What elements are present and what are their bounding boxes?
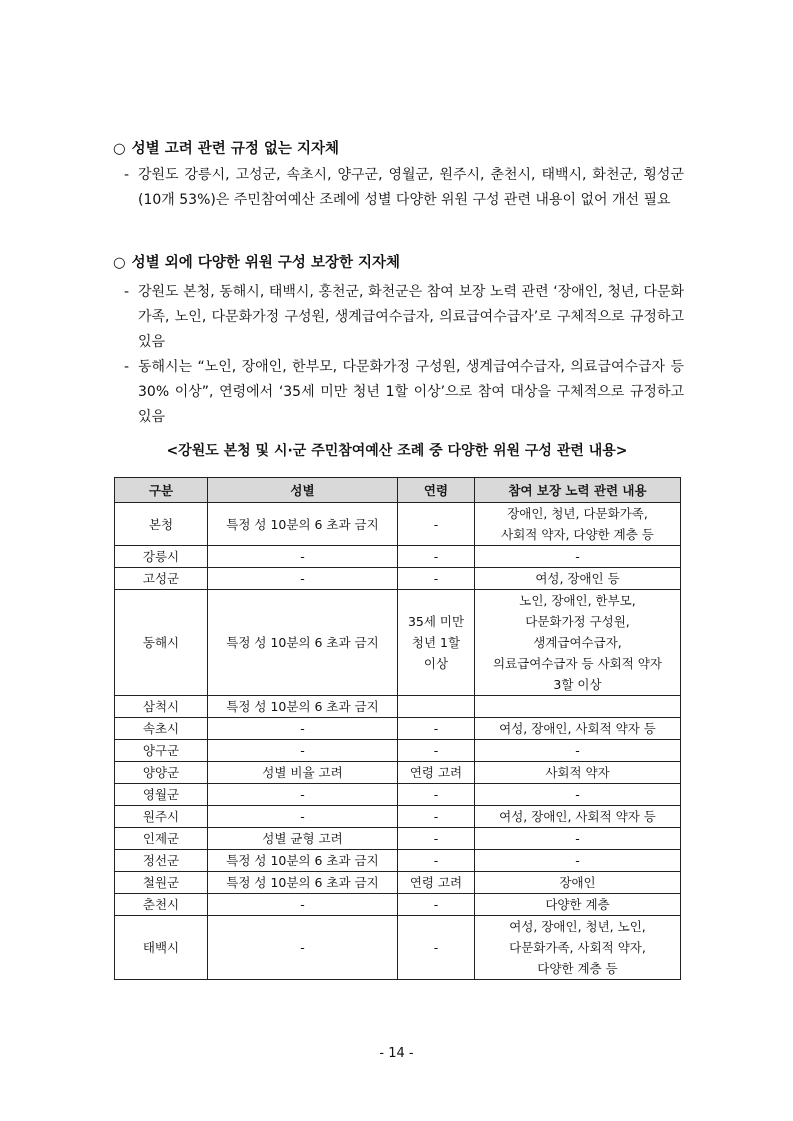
section-1-title: 성별 고려 관련 규정 없는 지자체 [131,141,339,157]
cell-age: - [398,806,475,828]
cell-region: 춘천시 [115,894,208,916]
cell-participation-effort [475,696,681,718]
cell-participation-effort [475,872,681,894]
header-gender: 성별 [208,478,398,503]
cell-age: - [398,503,475,546]
cell-region: 영월군 [115,784,208,806]
cell-region: 강릉시 [115,546,208,568]
cell-line: - [575,853,580,868]
cell-participation-effort [475,894,681,916]
section-2-title: 성별 외에 다양한 위원 구성 보장한 지자체 [131,255,401,271]
cell-line: 노인, 장애인, 한부모, [519,593,636,608]
table-row [115,568,681,590]
table-header-row [115,478,681,503]
cell-region: 철원군 [115,872,208,894]
cell-line: 이상 [423,656,449,671]
cell-age: - [398,546,475,568]
dash-bullet: - [124,284,130,300]
cell-age: - [398,568,475,590]
cell-region: 양구군 [115,740,208,762]
table-row [115,696,681,718]
cell-age: 연령 고려 [398,872,475,894]
header-category: 구분 [115,478,208,503]
cell-line: 여성, 장애인 등 [535,571,620,586]
cell-gender: - [208,568,398,590]
cell-line: 장애인, 청년, 다문화가족, [507,506,648,521]
cell-region: 인제군 [115,828,208,850]
cell-participation-effort [475,762,681,784]
cell-line: 사회적 약자, 다양한 계층 등 [501,527,654,542]
cell-gender: 특정 성 10분의 6 초과 금지 [208,696,398,718]
cell-age: - [398,828,475,850]
cell-region: 고성군 [115,568,208,590]
cell-participation-effort [475,568,681,590]
section-2-item-1 [124,280,684,355]
table-row [115,894,681,916]
cell-participation-effort [475,916,681,980]
cell-gender: 특정 성 10분의 6 초과 금지 [208,850,398,872]
section-2-item-2 [124,355,684,430]
cell-line: 청년 1할 [411,635,461,650]
cell-gender: 특정 성 10분의 6 초과 금지 [208,503,398,546]
section-1-heading [113,137,339,158]
cell-region: 정선군 [115,850,208,872]
table-caption: <강원도 본청 및 시·군 주민참여예산 조례 중 다양한 위원 구성 관련 내용> [166,443,628,459]
cell-gender: 성별 균형 고려 [208,828,398,850]
cell-age [398,590,475,696]
table-row [115,850,681,872]
table-row [115,872,681,894]
cell-participation-effort [475,828,681,850]
cell-gender: 특정 성 10분의 6 초과 금지 [208,590,398,696]
section-2-item-2-text: 동해시는 “노인, 장애인, 한부모, 다문화가정 구성원, 생계급여수급자, 의료급여수급자 등 30% 이상”, 연령에서 ‘35세 미만 청년 1할 이상’으로 참여 대상을 구체적으로 규정하고 있음 [138,359,684,425]
cell-participation-effort [475,740,681,762]
cell-age [398,696,475,718]
circle-bullet: ○ [113,255,126,271]
header-participation-effort: 참여 보장 노력 관련 내용 [475,478,681,503]
cell-participation-effort [475,850,681,872]
page-number: - 14 - [379,1046,414,1061]
cell-line: 다양한 계층 등 [537,961,618,976]
cell-region: 양양군 [115,762,208,784]
cell-gender: - [208,740,398,762]
dash-bullet: - [124,359,130,375]
cell-region: 원주시 [115,806,208,828]
table-row [115,806,681,828]
table-row [115,590,681,696]
section-2-heading [113,251,400,272]
cell-line: 여성, 장애인, 사회적 약자 등 [499,721,656,736]
cell-line: - [575,787,580,802]
cell-gender: - [208,546,398,568]
cell-line: 다문화가정 구성원, [525,614,630,629]
cell-gender: - [208,916,398,980]
dash-bullet: - [124,167,130,183]
cell-participation-effort [475,546,681,568]
cell-line: 35세 미만 [407,614,465,629]
cell-line: - [575,831,580,846]
table-row [115,740,681,762]
cell-participation-effort [475,503,681,546]
cell-gender: 특정 성 10분의 6 초과 금지 [208,872,398,894]
cell-gender: - [208,806,398,828]
cell-gender: - [208,784,398,806]
cell-line: 사회적 약자 [545,765,610,780]
committee-composition-table [114,477,681,980]
cell-line: 생계급여수급자, [533,635,622,650]
cell-age: - [398,916,475,980]
cell-participation-effort [475,784,681,806]
table-row [115,503,681,546]
cell-region: 태백시 [115,916,208,980]
cell-age: - [398,718,475,740]
cell-region: 본청 [115,503,208,546]
cell-line: 여성, 장애인, 청년, 노인, [509,919,646,934]
table-row [115,828,681,850]
table-row [115,916,681,980]
cell-age: - [398,784,475,806]
cell-age: 연령 고려 [398,762,475,784]
section-1-item-1-text: 강원도 강릉시, 고성군, 속초시, 양구군, 영월군, 원주시, 춘천시, 태백시, 화천군, 횡성군(10개 53%)은 주민참여예산 조례에 성별 다양한 위원 구성 관련 내용이 없어 개선 필요 [138,167,684,208]
cell-line: 여성, 장애인, 사회적 약자 등 [499,809,656,824]
table-row [115,546,681,568]
cell-gender: - [208,718,398,740]
cell-line: 다양한 계층 [545,897,610,912]
cell-region: 삼척시 [115,696,208,718]
cell-age: - [398,850,475,872]
cell-line: - [575,549,580,564]
cell-line: - [575,743,580,758]
table-row [115,762,681,784]
cell-participation-effort [475,806,681,828]
header-age: 연령 [398,478,475,503]
cell-line: 장애인 [559,875,596,890]
cell-region: 속초시 [115,718,208,740]
cell-line: 3할 이상 [553,677,602,692]
cell-region: 동해시 [115,590,208,696]
cell-line: 다문화가족, 사회적 약자, [509,940,646,955]
circle-bullet: ○ [113,141,126,157]
table-row [115,718,681,740]
cell-line: 의료급여수급자 등 사회적 약자 [493,656,662,671]
section-2-item-1-text: 강원도 본청, 동해시, 태백시, 홍천군, 화천군은 참여 보장 노력 관련 ‘장애인, 청년, 다문화가족, 노인, 다문화가정 구성원, 생계급여수급자, 의료급여수급자’로 구체적으로 규정하고 있음 [138,284,684,350]
cell-age: - [398,894,475,916]
table-row [115,784,681,806]
cell-participation-effort [475,718,681,740]
cell-participation-effort [475,590,681,696]
cell-gender: 성별 비율 고려 [208,762,398,784]
section-1-item-1 [124,163,684,213]
cell-gender: - [208,894,398,916]
cell-age: - [398,740,475,762]
